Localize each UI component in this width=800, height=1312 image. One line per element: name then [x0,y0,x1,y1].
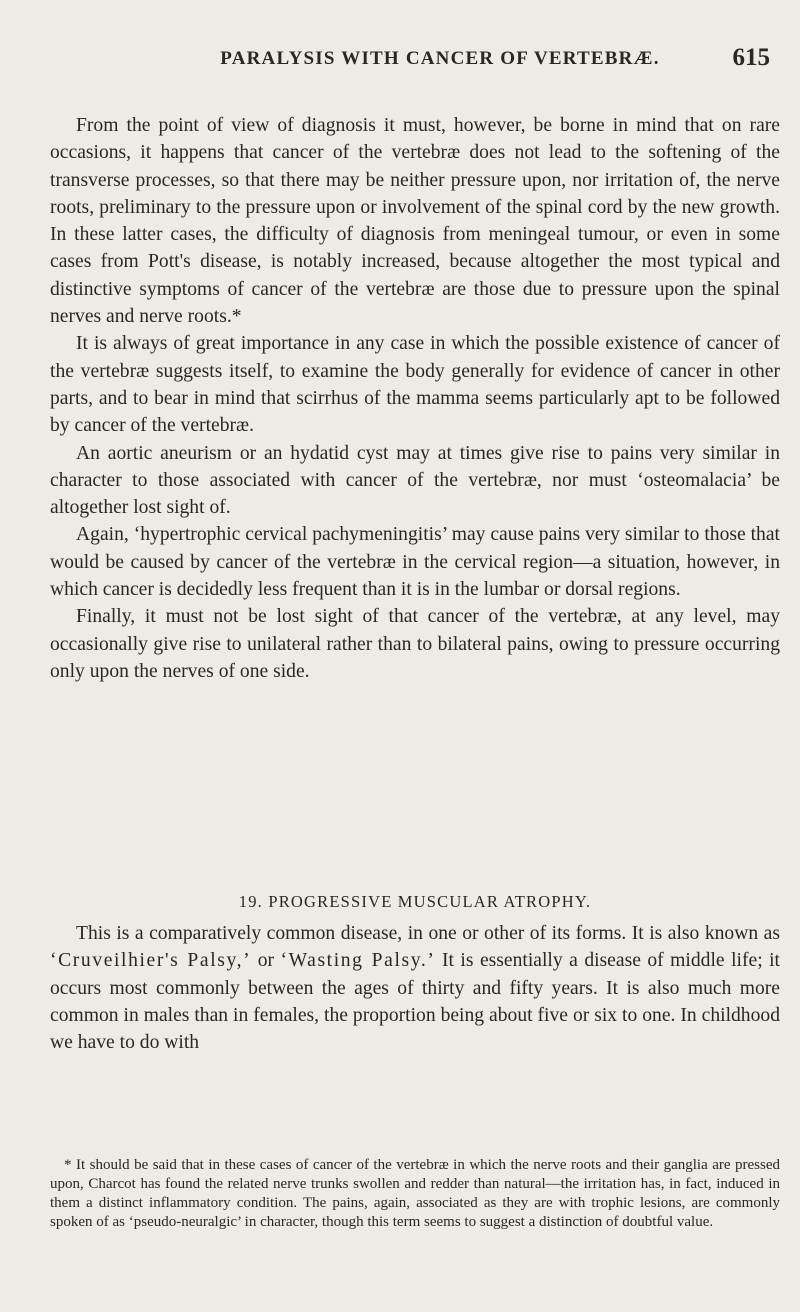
paragraph: From the point of view of diagnosis it must, however, be borne in mind that on rare occasions, it happens that cancer of the vertebræ does not lead to the softening of the transverse processes, so that there may be neither pressure upon, nor irritation of, the nerve roots, preliminary to the pressure upon or involvement of the spinal cord by the new growth. In these latter cases, the difficulty of diagnosis from meningeal tumour, or even in some cases from Pott's disease, is notably increased, because altogether the most typical and distinctive symptoms of cancer of the vertebræ are those due to pressure upon the spinal nerves and nerve roots.* [50,115,780,328]
page-number: 615 [732,44,770,71]
footnote-text: * It should be said that in these cases of cancer of the vertebræ in which the nerve roots and their ganglia are pressed upon, Charcot has found the related nerve trunks swollen and redder than natural—the irritation has, in fact, induced in them a distinct inflammatory condition. The pains, again, associated as they are with trophic lesions, are commonly spoken of as ‘pseudo-neuralgic’ in character, though this term seems to suggest a distinction of doubtful value. [50,1157,780,1230]
running-head: PARALYSIS WITH CANCER OF VERTEBRÆ. [220,48,660,69]
section-heading: 19. PROGRESSIVE MUSCULAR ATROPHY. [238,892,592,911]
text-run: It is essentially a disease of middle life; it occurs most commonly between the ages of thirty and fifty years. It is also much more common in males than in females, the proportion being about five or six to one. In childhood we have to do with [50,950,781,1054]
paragraph: Finally, it must not be lost sight of that cancer of the vertebræ, at any level, may occasionally give rise to unilateral rather than to bilateral pains, owing to pressure occurring only upon the nerves of one side. [50,606,780,682]
text-run: This is a comparatively common disease, in one or other of its forms. It is also known as [76,923,780,944]
paragraph [50,920,780,1056]
spaced-term: ‘Cruveilhier's Palsy,’ [50,950,252,972]
paragraph: An aortic aneurism or an hydatid cyst may at times give rise to pains very similar in character to those associated with cancer of the vertebræ, nor must ‘osteomalacia’ be altogether lost sight of. [50,442,780,519]
paragraph: Again, ‘hypertrophic cervical pachymeningitis’ may cause pains very similar to those that would be caused by cancer of the vertebræ in the cervical region—a situation, however, in which cancer is decidedly less frequent than it is in the lumbar or dorsal regions. [50,524,780,601]
main-text [50,112,780,685]
page-header [110,44,770,74]
text-run: or [251,950,281,972]
footnote [50,1156,780,1232]
spaced-term: ‘Wasting Palsy.’ [280,950,436,972]
paragraph: It is always of great importance in any case in which the possible existence of cancer of the vertebræ suggests itself, to examine the body generally for evidence of cancer in other parts, and to bear in mind that scirrhus of the mamma seems particularly apt to be followed by cancer of the vertebræ. [50,333,780,437]
section-text [50,920,780,1056]
